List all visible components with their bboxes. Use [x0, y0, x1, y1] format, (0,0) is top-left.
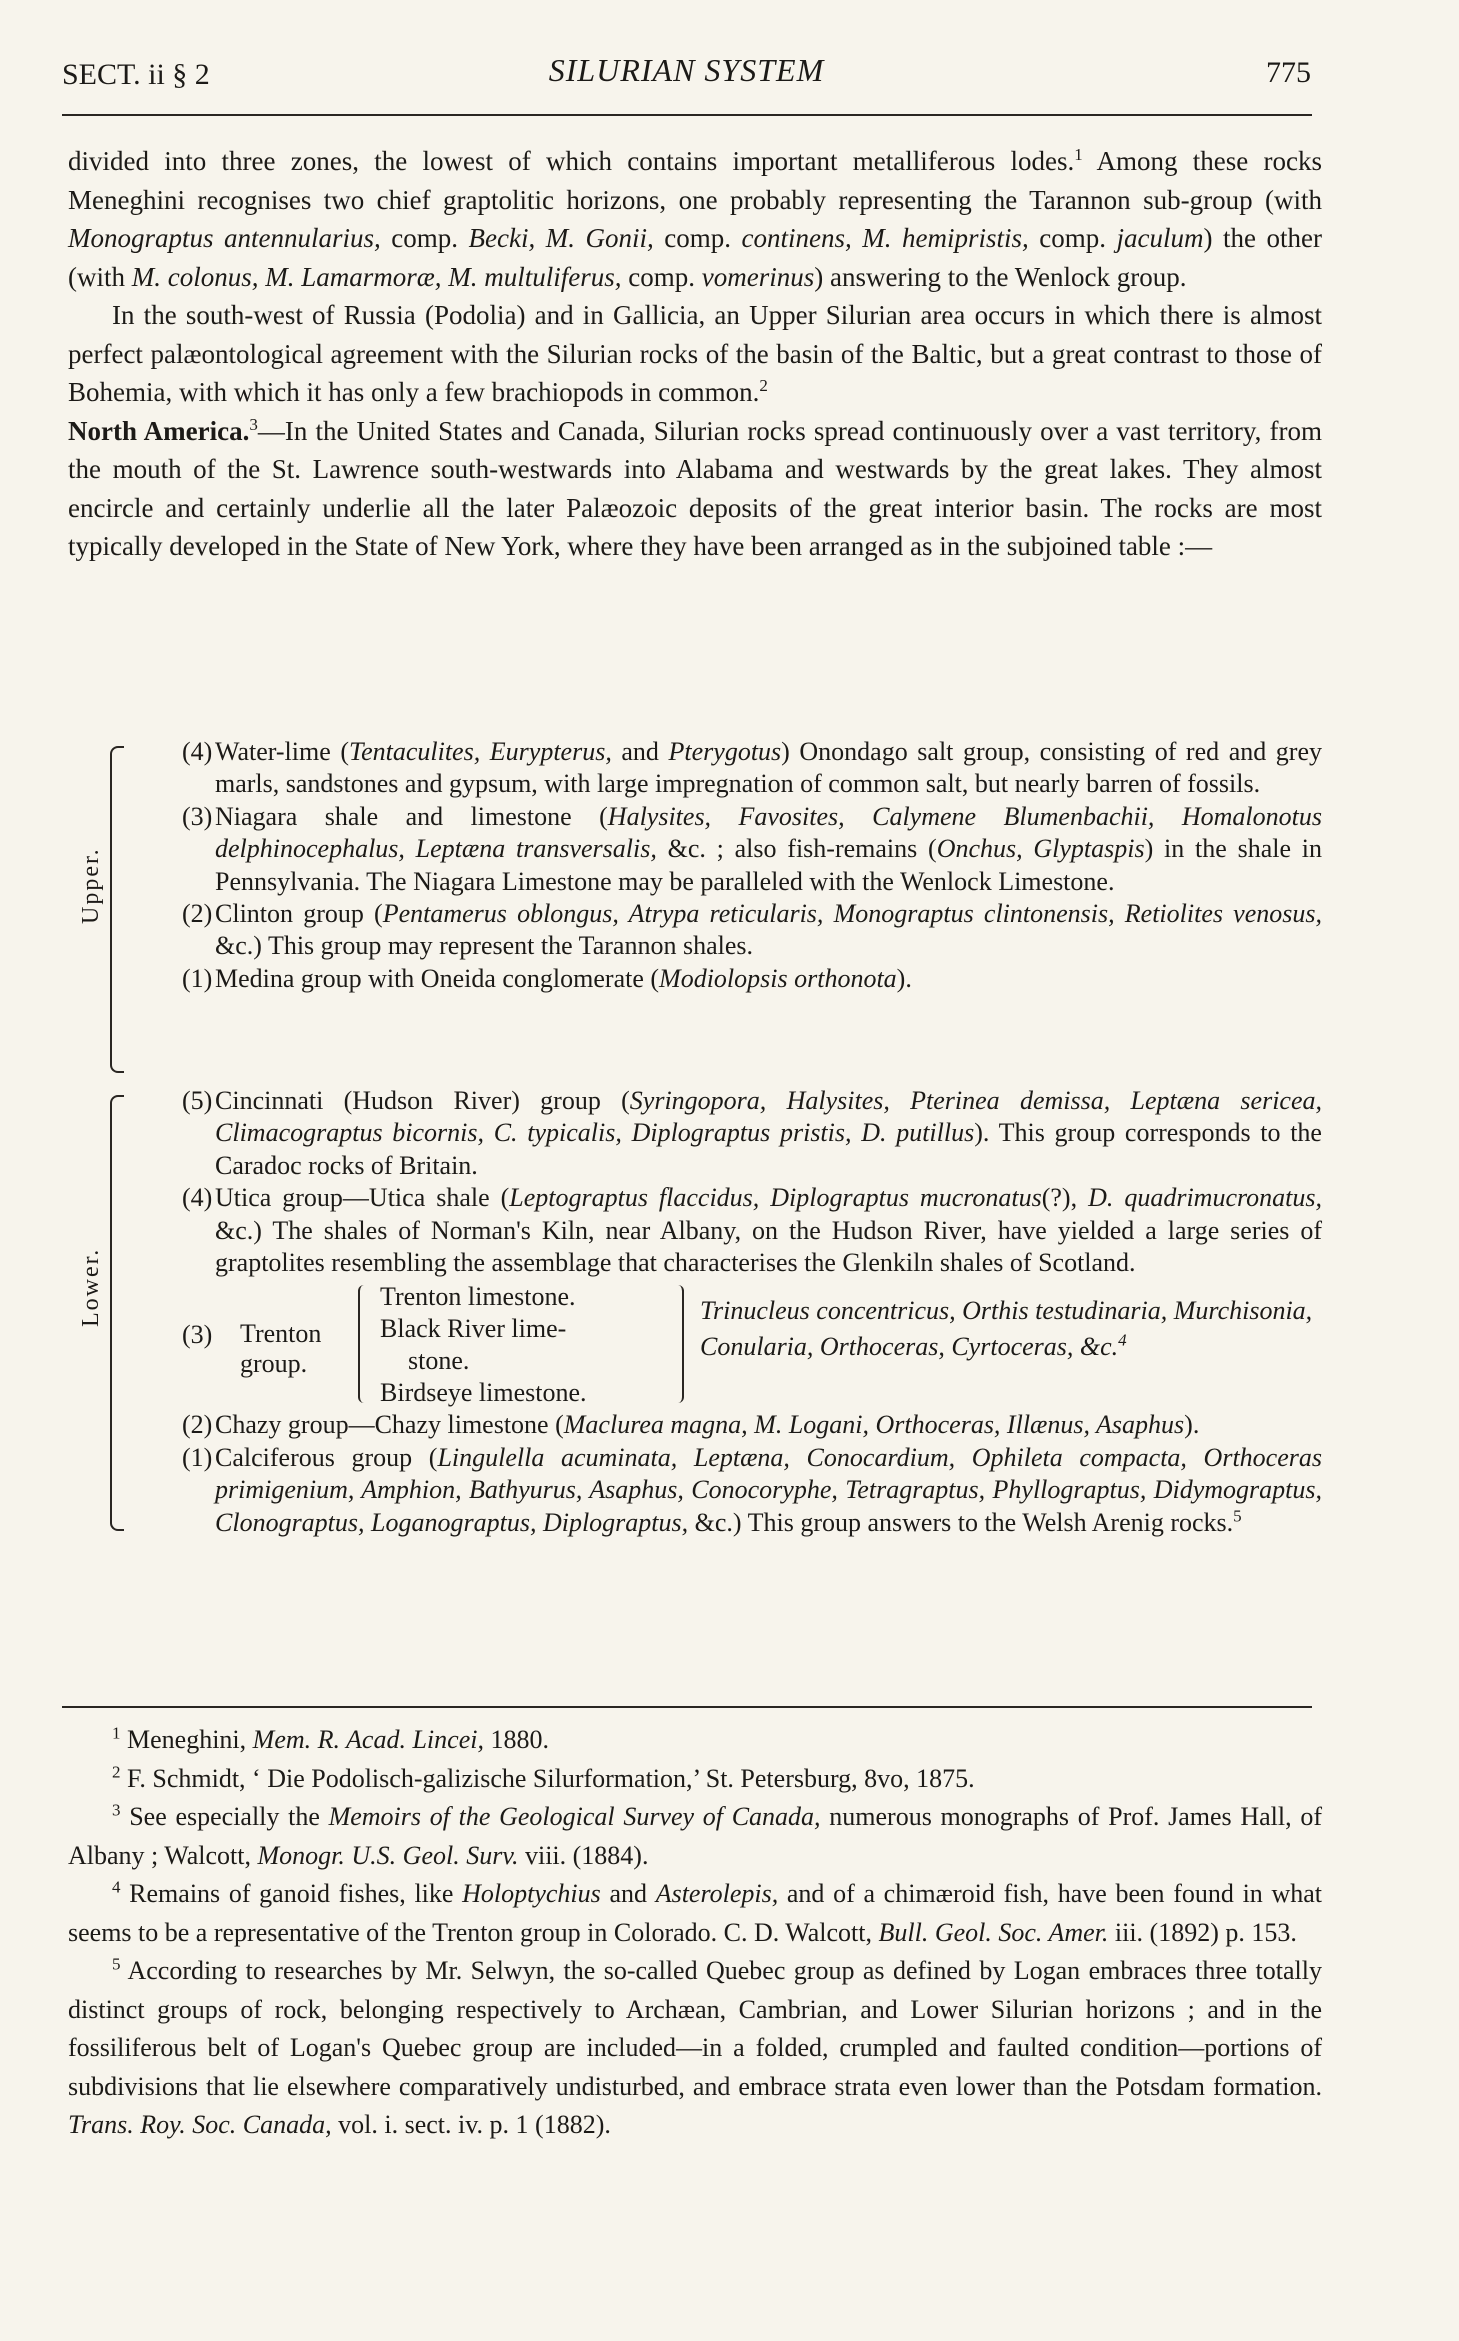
footnote-4: $^4$ Remains of ganoid fishes, like Holoptychius and Asterolepis, and of a chimæroid fish, have been found in what seems to be a representative of the Trenton group in Colorado. C. D. Walcott, Bull. Geol. Soc. Amer. iii. (1892) p. 153. — [68, 1877, 1323, 1947]
trenton-brace-right — [672, 1285, 684, 1403]
section-ref: SECT. ii § 2 — [62, 58, 210, 91]
trenton-subdivisions: Trenton limestone. Black River lime- stone. Birdseye limestone. — [380, 1282, 587, 1408]
trenton-fossils: Trinucleus concentricus, Orthis testudinaria, Murchisonia, Conularia, Orthoceras, Cyrtoceras, &c.$^4$ — [700, 1296, 1313, 1362]
lower-group — [68, 1085, 1322, 1539]
table-row: (2) Clinton group (Pentamerus oblongus, Atrypa reticularis, Monograptus clintonensis, Retiolites venosus, &c.) This group may represent the Tarannon shales. — [182, 899, 1322, 961]
trenton-brace-left — [358, 1285, 370, 1403]
table-row: (1) Medina group with Oneida conglomerate (Modiolopsis orthonota). — [182, 963, 912, 993]
header-rule — [62, 114, 1312, 116]
footnote-rule — [62, 1706, 1312, 1708]
paragraph-italy: divided into three zones, the lowest of which contains important metalliferous lodes.$^1$ Among these rocks Meneghini recognises two chief graptolitic horizons, one probably representing the Tarannon sub-group (with Monograptus antennularius, comp. Becki, M. Gonii, comp. continens, M. hemipristis, comp. jaculum) the other (with M. colonus, M. Lamarmoræ, M. multuliferus, comp. vomerinus) answering to the Wenlock group. — [68, 145, 1322, 292]
upper-group — [68, 736, 1322, 1081]
footnote-ref: 3 — [249, 414, 258, 434]
running-title: SILURIAN SYSTEM — [548, 52, 825, 88]
footnote-5: $^5$ According to researches by Mr. Selwyn, the so-called Quebec group as defined by Logan embraces three totally distinct groups of rock, belonging respectively to Archæan, Cambrian, and Lower Silurian horizons ; and in the fossiliferous belt of Logan's Quebec group are included—in a folded, crumpled and faulted condition—portions of subdivisions that lie elsewhere comparatively undisturbed, and embrace strata even lower than the Potsdam formation. Trans. Roy. Soc. Canada, vol. i. sect. iv. p. 1 (1882). — [68, 1954, 1322, 2139]
footnote-ref: 4 — [1118, 1330, 1127, 1350]
table-row: (4) Utica group—Utica shale (Leptograptus flaccidus, Diplograptus mucronatus(?), D. quadrimucronatus, &c.) The shales of Norman's Kiln, near Albany, on the Hudson River, have yielded a large series of graptolites resembling the assemblage that characterises the Glenkiln shales of Scotland. — [182, 1183, 1322, 1278]
upper-label: Upper. — [77, 846, 104, 924]
section-heading: North America. — [68, 415, 250, 446]
footnotes — [68, 1721, 1322, 2145]
footnote-ref: 5 — [1233, 1506, 1242, 1525]
trenton-group-name: Trenton group. — [240, 1319, 322, 1379]
footnote-ref: 2 — [759, 376, 768, 395]
running-header — [62, 52, 1311, 102]
stratigraphic-table — [68, 736, 1322, 1539]
table-row: (5) Cincinnati (Hudson River) group (Syringopora, Halysites, Pterinea demissa, Leptæna sericea, Climacograptus bicornis, C. typicalis, Diplograptus pristis, D. putillus). This group corresponds to the Caradoc rocks of Britain. — [182, 1086, 1322, 1180]
table-row: (2) Chazy group—Chazy limestone (Maclurea magna, M. Logani, Orthoceras, Illænus, Asaphus). — [182, 1410, 1200, 1440]
table-row: (4) Water-lime (Tentaculites, Eurypterus, and Pterygotus) Onondago salt group, consisting of red and grey marls, sandstones and gypsum, with large impregnation of common salt, but nearly barren of fossils. — [182, 737, 1323, 799]
paragraph-north-america: North America.$^3$—In the United States and Canada, Silurian rocks spread continuously over a vast territory, from the mouth of the St. Lawrence south-westwards into Alabama and westwards by the great lakes. They almost encircle and certainly underlie all the later Palæozoic deposits of the great interior basin. The rocks are most typically developed in the State of New York, where they have been arranged as in the subjoined table :— — [68, 414, 1323, 561]
table-row: (3) Niagara shale and limestone (Halysites, Favosites, Calymene Blumenbachii, Homalonotus delphinocephalus, Leptæna transversalis, &c. ; also fish-remains (Onchus, Glyptaspis) in the shale in Pennsylvania. The Niagara Limestone may be paralleled with the Wenlock Limestone. — [182, 801, 1322, 896]
paragraph-russia: In the south-west of Russia (Podolia) and in Gallicia, an Upper Silurian area occurs in which there is almost perfect palæontological agreement with the Silurian rocks of the basin of the Baltic, but a great contrast to those of Bohemia, with which it has only a few brachiopods in common.$^2$ — [68, 300, 1322, 407]
footnote-3: $^3$ See especially the Memoirs of the Geological Survey of Canada, numerous monographs of Prof. James Hall, of Albany ; Walcott, Monogr. U.S. Geol. Surv. viii. (1884). — [68, 1800, 1322, 1870]
main-text — [68, 142, 1322, 566]
table-row-trenton: (3) Trenton group. Trenton limestone. Black River lime- stone. Birdseye limestone. Trinucleus concentricus, Orthis testudinaria, Murchisonia, Conularia, Orthoceras, Cyrtoceras, &c.$^4$ — [120, 1279, 1322, 1409]
footnote-2: $^2$ F. Schmidt, ‘ Die Podolisch-galizische Silurformation,’ St. Petersburg, 8vo, 1875. — [112, 1761, 975, 1793]
footnote-ref: 1 — [1074, 145, 1083, 164]
footnote-1: $^1$ Meneghini, Mem. R. Acad. Lincei, 1880. — [112, 1723, 549, 1754]
page-number: 775 — [1266, 56, 1311, 89]
table-row: (1) Calciferous group (Lingulella acuminata, Leptæna, Conocardium, Ophileta compacta, Orthoceras primigenium, Amphion, Bathyurus, Asaphus, Conocoryphe, Tetragraptus, Phyllograptus, Didymograptus, Clonograptus, Loganograptus, Diplograptus, &c.) This group answers to the Welsh Arenig rocks.$^5$ — [182, 1442, 1322, 1537]
lower-label: Lower. — [77, 1247, 104, 1328]
